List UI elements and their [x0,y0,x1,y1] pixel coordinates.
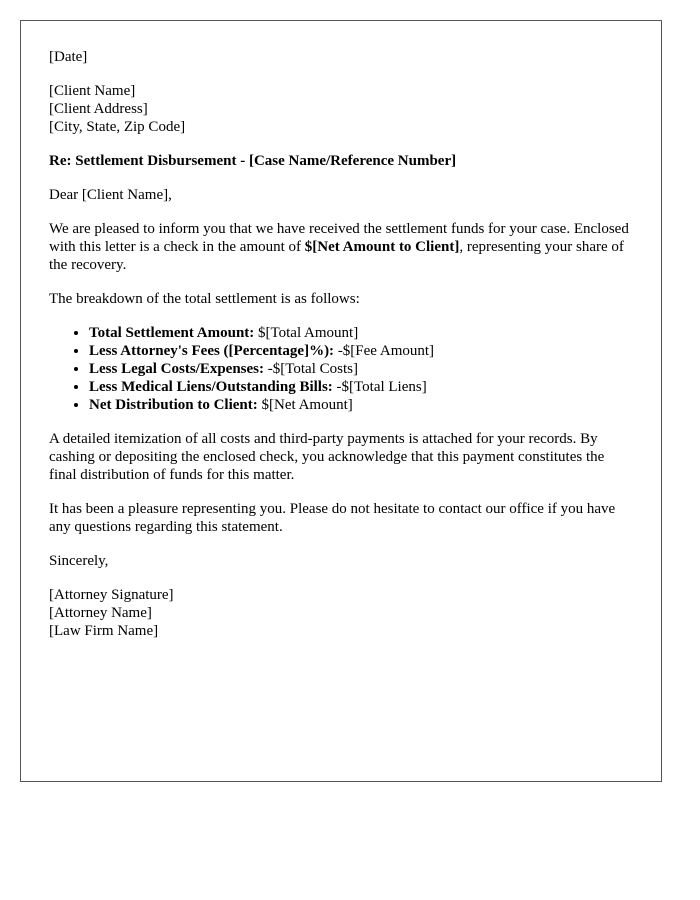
breakdown-label: Less Medical Liens/Outstanding Bills: [89,379,333,395]
breakdown-item-total-settlement [89,324,633,342]
breakdown-intro: The breakdown of the total settlement is as follows: [49,291,360,307]
client-city-state-zip: [City, State, Zip Code] [49,119,186,135]
law-firm-name: [Law Firm Name] [49,623,159,639]
client-name: [Client Name] [49,83,136,99]
breakdown-item-attorney-fees [89,342,633,360]
attorney-name: [Attorney Name] [49,605,152,621]
date-line [49,48,633,66]
client-address-block [49,82,633,136]
breakdown-label: Less Legal Costs/Expenses: [89,361,265,377]
salutation: Dear [Client Name], [49,187,172,203]
date: [Date] [49,49,88,65]
attorney-signature: [Attorney Signature] [49,587,174,603]
breakdown-value: -$[Total Liens] [332,379,427,395]
breakdown-label: Total Settlement Amount: [89,325,255,341]
settlement-breakdown-list [49,324,633,414]
breakdown-item-net-distribution [89,396,633,414]
breakdown-value: $[Total Amount] [254,325,359,341]
client-address: [Client Address] [49,101,148,117]
signoff: Sincerely, [49,553,109,569]
breakdown-label: Net Distribution to Client: [89,397,258,413]
intro-text-2: , representing your share of the recovery. [49,239,624,273]
itemization-paragraph: A detailed itemization of all costs and third-party payments is attached for your records. By cashing or depositing the enclosed check, you acknowledge that this payment constitutes the final distribution of funds for this matter. [49,431,605,483]
net-amount-to-client: $[Net Amount to Client] [304,239,460,255]
breakdown-value: -$[Total Costs] [264,361,358,377]
signature-block [49,586,633,640]
closing-paragraph: It has been a pleasure representing you. Please do not hesitate to contact our office if you have any questions regarding this statement. [49,501,616,535]
intro-paragraph [49,220,633,274]
letter-page [20,20,662,782]
breakdown-value: -$[Fee Amount] [334,343,435,359]
breakdown-item-legal-costs [89,360,633,378]
intro-text-1: We are pleased to inform you that we have received the settlement funds for your case. Enclosed with this letter is a check in the amount of [49,221,629,255]
breakdown-item-medical-liens [89,378,633,396]
breakdown-label: Less Attorney's Fees ([Percentage]%): [89,343,335,359]
subject-line: Re: Settlement Disbursement - [Case Name/Reference Number] [49,153,457,169]
breakdown-value: $[Net Amount] [257,397,353,413]
